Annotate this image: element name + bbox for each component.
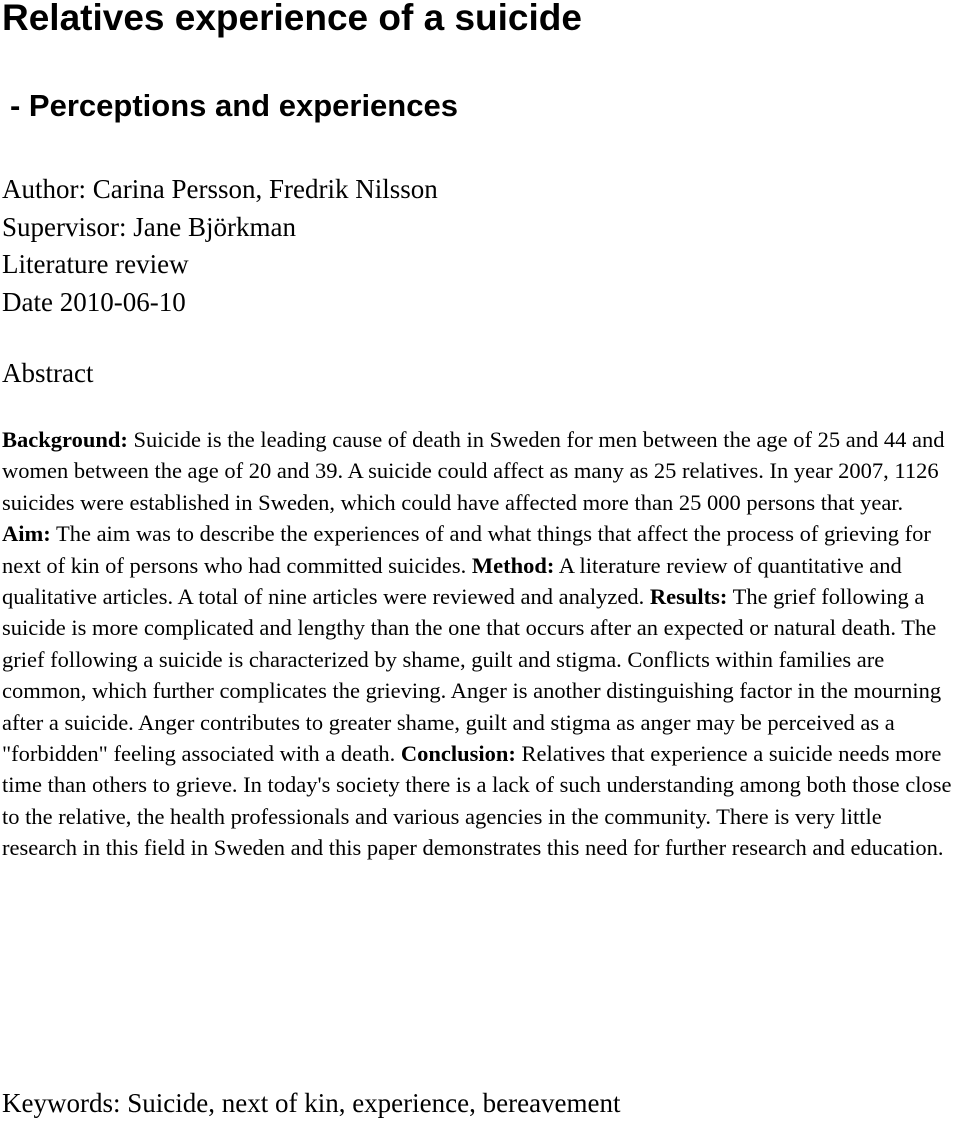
- abstract-heading: Abstract: [2, 358, 94, 388]
- date-line: Date 2010-06-10: [2, 286, 186, 317]
- results-label: Results:: [649, 584, 728, 610]
- method-text: A literature review of quantitative and qualitative articles. A total of nine articles were reviewed and analyzed.: [2, 552, 902, 610]
- document-subtitle: - Perceptions and experiences: [10, 88, 458, 123]
- document-type-line: Literature review: [2, 249, 189, 279]
- keywords-line: Keywords: Suicide, next of kin, experience, bereavement: [2, 1088, 621, 1118]
- document-title: Relatives experience of a suicide: [2, 0, 582, 38]
- background-label: Background:: [2, 427, 128, 452]
- author-line: Author: Carina Persson, Fredrik Nilsson: [2, 174, 438, 204]
- method-label: Method:: [471, 552, 555, 578]
- supervisor-line: Supervisor: Jane Björkman: [2, 211, 296, 242]
- aim-text: The aim was to describe the experiences of and what things that affect the process of grieving for next of kin of persons who had committed suicides.: [2, 521, 931, 578]
- results-text: The grief following a suicide is more complicated and lengthy than the one that occurs after an expected or natural death. The grief following a suicide is characterized by shame, guilt and stigma. Conflicts within families are common, which further complicates the grieving. Anger is another distinguishing factor in the mourning after a suicide. Anger contributes to greater shame, guilt and stigma as anger may be perceived as a "forbidden" feeling associated with a death.: [2, 584, 942, 767]
- background-text: Suicide is the leading cause of death in Sweden for men between the age of 25 and 44 and women between the age of 20 and 39. A suicide could affect as many as 25 relatives. In year 2007, 1126 suicides were established in Sweden, which could have affected more than 25 000 persons that year.: [2, 427, 945, 515]
- aim-label: Aim:: [2, 521, 51, 547]
- conclusion-text: Relatives that experience a suicide needs more time than others to grieve. In today's society there is a lack of such understanding among both those close to the relative, the health professionals and various agencies in the community. There is very little research in this field in Sweden and this paper demonstrates this need for further research and education.: [2, 741, 952, 861]
- conclusion-label: Conclusion:: [400, 741, 516, 767]
- document-meta: [2, 171, 438, 321]
- abstract-body: [2, 424, 956, 864]
